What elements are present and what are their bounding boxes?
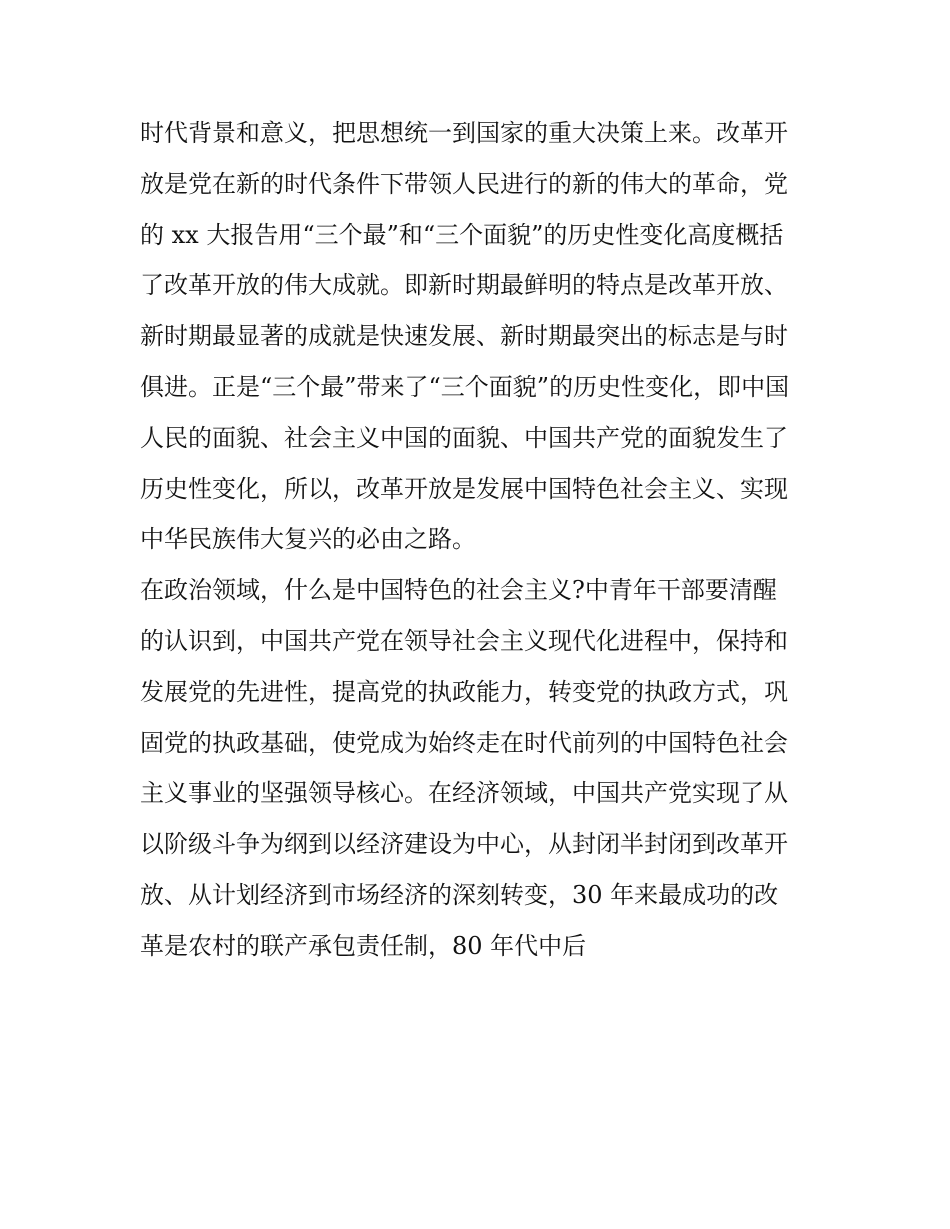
text-line: 以阶级斗争为纲到以经济建设为中心，从封闭半封闭到改革开 (140, 830, 788, 859)
text-line: 俱进。正是“三个最”带来了“三个面貌”的历史性变化，即中国 (140, 372, 790, 401)
text-line: 放是党在新的时代条件下带领人民进行的新的伟大的革命，党 (140, 169, 788, 198)
text-line: 新时期最显著的成就是快速发展、新时期最突出的标志是与时 (140, 322, 788, 351)
text-line: 了改革开放的伟大成就。即新时期最鲜明的特点是改革开放、 (140, 271, 788, 300)
text-line: 中华民族伟大复兴的必由之路。 (140, 525, 476, 554)
text-line: 革是农村的联产承包责任制，80 年代中后 (140, 931, 587, 960)
text-line: 主义事业的坚强领导核心。在经济领域，中国共产党实现了从 (140, 779, 788, 808)
text-line: 人民的面貌、社会主义中国的面貌、中国共产党的面貌发生了 (140, 423, 788, 452)
text-line: 发展党的先进性，提高党的执政能力，转变党的执政方式，巩 (140, 677, 788, 706)
text-line: 固党的执政基础，使党成为始终走在时代前列的中国特色社会 (140, 728, 788, 757)
text-line: 的认识到，中国共产党在领导社会主义现代化进程中，保持和 (140, 626, 788, 655)
text-line: 历史性变化，所以，改革开放是发展中国特色社会主义、实现 (140, 474, 788, 503)
body-text (140, 108, 830, 972)
text-line: 的 xx 大报告用“三个最”和“三个面貌”的历史性变化高度概括 (140, 220, 784, 249)
text-line: 时代背景和意义，把思想统一到国家的重大决策上来。改革开 (140, 119, 788, 147)
text-line: 放、从计划经济到市场经济的深刻转变，30 年来最成功的改 (140, 880, 779, 909)
text-line: 在政治领域，什么是中国特色的社会主义?中青年干部要清醒 (140, 576, 777, 605)
